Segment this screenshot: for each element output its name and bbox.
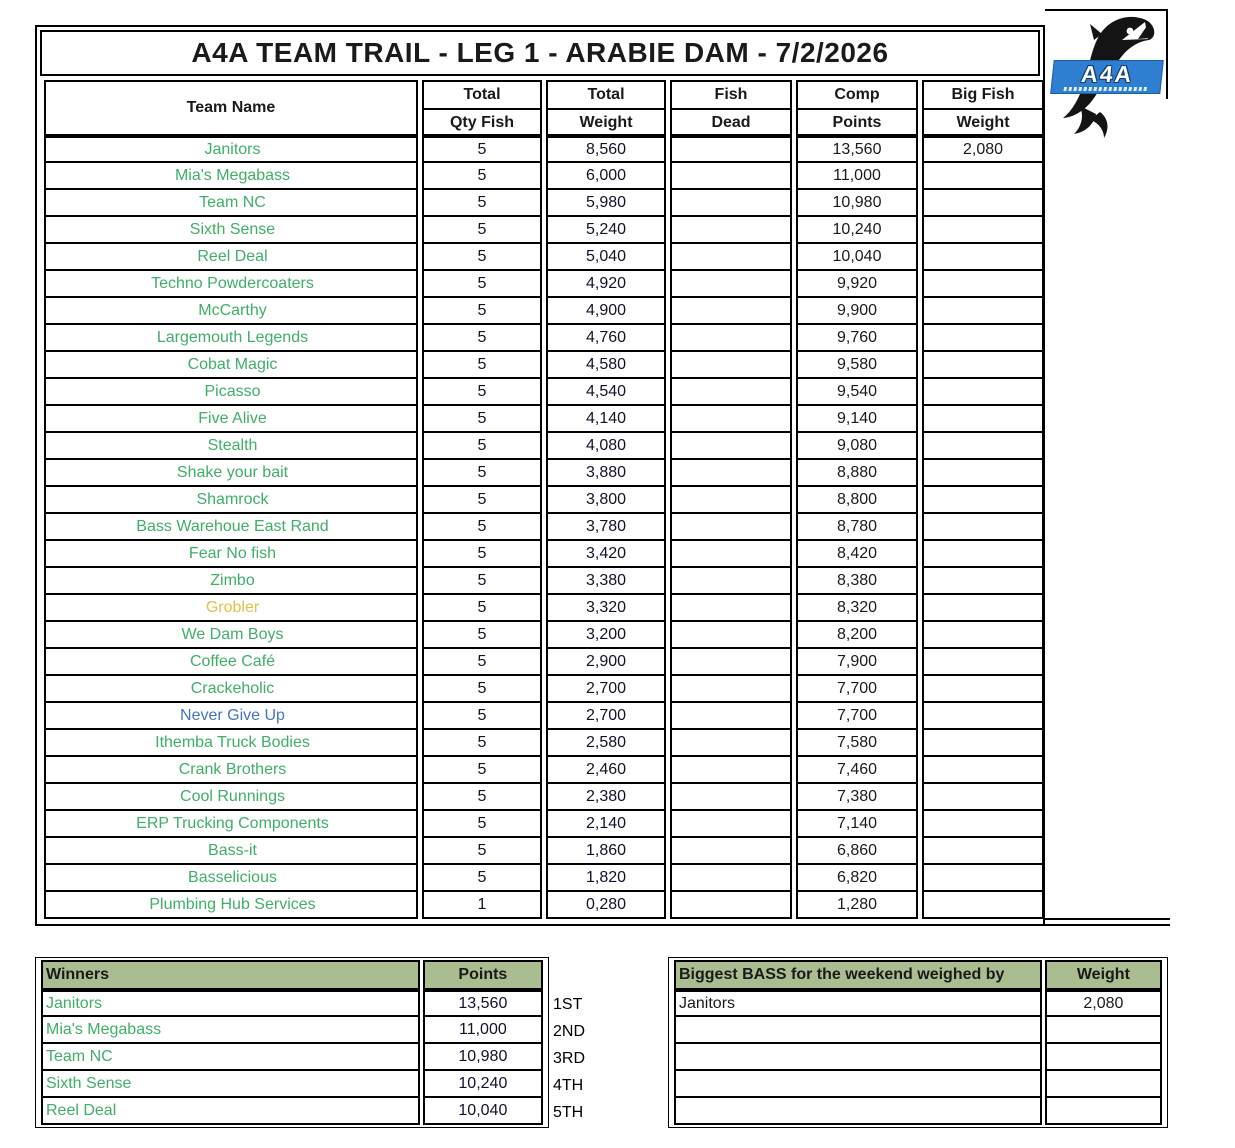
table-row <box>44 892 1044 919</box>
winner-row <box>41 1098 543 1125</box>
col-header-big-fish-weight: Big Fish Weight <box>922 80 1044 136</box>
total-weight-cell: 3,420 <box>546 541 666 568</box>
qty-fish-cell: 5 <box>422 784 542 811</box>
winner-row <box>41 1071 543 1098</box>
sheet-frame-bottom-line-outer <box>1043 924 1170 926</box>
table-row <box>44 676 1044 703</box>
team-name-cell: We Dam Boys <box>44 622 418 649</box>
table-row <box>44 514 1044 541</box>
fish-dead-cell <box>670 541 792 568</box>
big-fish-weight-cell <box>922 838 1044 865</box>
qty-fish-cell: 5 <box>422 865 542 892</box>
comp-points-cell: 10,240 <box>796 217 918 244</box>
biggest-bass-weight-cell <box>1045 1098 1162 1125</box>
qty-fish-cell: 5 <box>422 271 542 298</box>
qty-fish-cell: 5 <box>422 433 542 460</box>
team-name-cell: Coffee Café <box>44 649 418 676</box>
biggest-bass-header-row <box>674 960 1162 990</box>
table-row <box>44 703 1044 730</box>
fish-dead-cell <box>670 595 792 622</box>
comp-points-cell: 11,000 <box>796 163 918 190</box>
winner-rank-label: 2ND <box>553 1023 586 1040</box>
col-header-team-name: Team Name <box>44 80 418 136</box>
total-weight-cell: 5,040 <box>546 244 666 271</box>
table-row <box>44 487 1044 514</box>
biggest-bass-weight-cell: 2,080 <box>1045 990 1162 1017</box>
qty-fish-cell: 5 <box>422 136 542 163</box>
team-name-cell: Five Alive <box>44 406 418 433</box>
fish-dead-cell <box>670 649 792 676</box>
team-name-cell: Zimbo <box>44 568 418 595</box>
qty-fish-cell: 5 <box>422 649 542 676</box>
table-row <box>44 136 1044 163</box>
comp-points-cell: 7,700 <box>796 703 918 730</box>
comp-points-cell: 9,540 <box>796 379 918 406</box>
table-row <box>44 298 1044 325</box>
total-weight-cell: 3,380 <box>546 568 666 595</box>
qty-fish-cell: 5 <box>422 190 542 217</box>
a4a-club-logo <box>1050 14 1164 140</box>
biggest-bass-team-cell <box>674 1017 1042 1044</box>
winners-header: Winners <box>41 960 420 990</box>
fish-dead-cell <box>670 703 792 730</box>
biggest-bass-row <box>674 1071 1162 1098</box>
table-row <box>44 811 1044 838</box>
table-row <box>44 568 1044 595</box>
comp-points-cell: 9,080 <box>796 433 918 460</box>
biggest-bass-weight-cell <box>1045 1017 1162 1044</box>
fish-dead-cell <box>670 325 792 352</box>
fish-dead-cell <box>670 460 792 487</box>
total-weight-cell: 3,200 <box>546 622 666 649</box>
total-weight-cell: 4,760 <box>546 325 666 352</box>
fish-dead-cell <box>670 487 792 514</box>
comp-points-cell: 7,900 <box>796 649 918 676</box>
big-fish-weight-cell <box>922 271 1044 298</box>
total-weight-cell: 2,140 <box>546 811 666 838</box>
fish-dead-cell <box>670 757 792 784</box>
qty-fish-cell: 5 <box>422 568 542 595</box>
comp-points-cell: 9,140 <box>796 406 918 433</box>
comp-points-cell: 7,460 <box>796 757 918 784</box>
fish-dead-cell <box>670 784 792 811</box>
team-name-cell: Basselicious <box>44 865 418 892</box>
qty-fish-cell: 5 <box>422 460 542 487</box>
results-grid <box>40 80 1048 919</box>
team-name-cell: Crackeholic <box>44 676 418 703</box>
comp-points-cell: 8,800 <box>796 487 918 514</box>
big-fish-weight-cell <box>922 433 1044 460</box>
biggest-bass-row <box>674 1044 1162 1071</box>
table-row <box>44 325 1044 352</box>
table-row <box>44 271 1044 298</box>
comp-points-cell: 8,780 <box>796 514 918 541</box>
total-weight-cell: 3,780 <box>546 514 666 541</box>
table-row <box>44 595 1044 622</box>
big-fish-weight-cell <box>922 568 1044 595</box>
fish-dead-cell <box>670 163 792 190</box>
winner-row <box>41 1017 543 1044</box>
table-row <box>44 649 1044 676</box>
qty-fish-cell: 5 <box>422 541 542 568</box>
total-weight-cell: 3,880 <box>546 460 666 487</box>
team-name-cell: Cobat Magic <box>44 352 418 379</box>
biggest-bass-header: Biggest BASS for the weekend weighed by <box>674 960 1042 990</box>
fish-dead-cell <box>670 730 792 757</box>
winners-table <box>35 957 549 1128</box>
fish-dead-cell <box>670 622 792 649</box>
total-weight-cell: 2,700 <box>546 703 666 730</box>
winner-team-cell: Janitors <box>41 990 420 1017</box>
qty-fish-cell: 5 <box>422 730 542 757</box>
table-row <box>44 244 1044 271</box>
fish-dead-cell <box>670 244 792 271</box>
table-row <box>44 190 1044 217</box>
biggest-bass-row <box>674 1017 1162 1044</box>
col-header-comp-points: Comp Points <box>796 80 918 136</box>
total-weight-cell: 4,080 <box>546 433 666 460</box>
qty-fish-cell: 5 <box>422 757 542 784</box>
big-fish-weight-cell: 2,080 <box>922 136 1044 163</box>
sheet-frame-right-line <box>1166 9 1168 99</box>
table-row <box>44 784 1044 811</box>
table-row <box>44 622 1044 649</box>
winner-rank-label: 3RD <box>553 1050 586 1067</box>
total-weight-cell: 0,280 <box>546 892 666 919</box>
team-name-cell: Team NC <box>44 190 418 217</box>
winner-points-cell: 10,980 <box>423 1044 543 1071</box>
fish-dead-cell <box>670 298 792 325</box>
total-weight-cell: 5,980 <box>546 190 666 217</box>
big-fish-weight-cell <box>922 514 1044 541</box>
table-row <box>44 406 1044 433</box>
qty-fish-cell: 5 <box>422 163 542 190</box>
biggest-bass-row <box>674 1098 1162 1125</box>
team-name-cell: McCarthy <box>44 298 418 325</box>
qty-fish-cell: 5 <box>422 811 542 838</box>
fish-dead-cell <box>670 433 792 460</box>
fish-dead-cell <box>670 190 792 217</box>
winners-points-header: Points <box>423 960 543 990</box>
big-fish-weight-cell <box>922 811 1044 838</box>
team-name-cell: Stealth <box>44 433 418 460</box>
total-weight-cell: 4,580 <box>546 352 666 379</box>
winner-row <box>41 1044 543 1071</box>
table-row <box>44 379 1044 406</box>
winner-team-cell: Mia's Megabass <box>41 1017 420 1044</box>
total-weight-cell: 2,580 <box>546 730 666 757</box>
total-weight-cell: 2,380 <box>546 784 666 811</box>
winner-rank-labels <box>553 991 585 1126</box>
table-row <box>44 217 1044 244</box>
team-name-cell: Sixth Sense <box>44 217 418 244</box>
team-name-cell: Picasso <box>44 379 418 406</box>
team-name-cell: Plumbing Hub Services <box>44 892 418 919</box>
big-fish-weight-cell <box>922 406 1044 433</box>
qty-fish-cell: 5 <box>422 379 542 406</box>
big-fish-weight-cell <box>922 730 1044 757</box>
winner-points-cell: 13,560 <box>423 990 543 1017</box>
col-header-total-qty-fish: Total Qty Fish <box>422 80 542 136</box>
winner-points-cell: 10,240 <box>423 1071 543 1098</box>
comp-points-cell: 8,320 <box>796 595 918 622</box>
team-name-cell: Reel Deal <box>44 244 418 271</box>
big-fish-weight-cell <box>922 892 1044 919</box>
team-name-cell: Largemouth Legends <box>44 325 418 352</box>
total-weight-cell: 2,900 <box>546 649 666 676</box>
comp-points-cell: 9,580 <box>796 352 918 379</box>
team-name-cell: Janitors <box>44 136 418 163</box>
a4a-logo-text: A4A <box>1079 61 1135 87</box>
comp-points-cell: 10,980 <box>796 190 918 217</box>
total-weight-cell: 2,700 <box>546 676 666 703</box>
big-fish-weight-cell <box>922 298 1044 325</box>
comp-points-cell: 8,380 <box>796 568 918 595</box>
big-fish-weight-cell <box>922 352 1044 379</box>
header-row <box>44 80 1044 136</box>
winner-team-cell: Team NC <box>41 1044 420 1071</box>
big-fish-weight-cell <box>922 379 1044 406</box>
table-row <box>44 865 1044 892</box>
comp-points-cell: 6,820 <box>796 865 918 892</box>
team-name-cell: Techno Powdercoaters <box>44 271 418 298</box>
team-name-cell: Bass-it <box>44 838 418 865</box>
big-fish-weight-cell <box>922 325 1044 352</box>
big-fish-weight-cell <box>922 244 1044 271</box>
biggest-bass-weight-cell <box>1045 1071 1162 1098</box>
big-fish-weight-cell <box>922 784 1044 811</box>
table-row <box>44 541 1044 568</box>
team-name-cell: ERP Trucking Components <box>44 811 418 838</box>
total-weight-cell: 4,540 <box>546 379 666 406</box>
fish-dead-cell <box>670 271 792 298</box>
qty-fish-cell: 5 <box>422 325 542 352</box>
total-weight-cell: 1,860 <box>546 838 666 865</box>
qty-fish-cell: 5 <box>422 487 542 514</box>
table-row <box>44 352 1044 379</box>
table-row <box>44 838 1044 865</box>
table-row <box>44 757 1044 784</box>
comp-points-cell: 9,920 <box>796 271 918 298</box>
a4a-logo-banner <box>1050 60 1164 94</box>
winner-team-cell: Sixth Sense <box>41 1071 420 1098</box>
total-weight-cell: 4,140 <box>546 406 666 433</box>
fish-dead-cell <box>670 379 792 406</box>
total-weight-cell: 1,820 <box>546 865 666 892</box>
big-fish-weight-cell <box>922 217 1044 244</box>
qty-fish-cell: 5 <box>422 514 542 541</box>
comp-points-cell: 8,200 <box>796 622 918 649</box>
comp-points-cell: 13,560 <box>796 136 918 163</box>
main-results-table <box>35 25 1045 926</box>
total-weight-cell: 5,240 <box>546 217 666 244</box>
team-name-cell: Ithemba Truck Bodies <box>44 730 418 757</box>
comp-points-cell: 7,580 <box>796 730 918 757</box>
comp-points-cell: 8,880 <box>796 460 918 487</box>
winners-header-row <box>41 960 543 990</box>
fish-dead-cell <box>670 406 792 433</box>
comp-points-cell: 6,860 <box>796 838 918 865</box>
fish-dead-cell <box>670 217 792 244</box>
total-weight-cell: 8,560 <box>546 136 666 163</box>
team-name-cell: Never Give Up <box>44 703 418 730</box>
big-fish-weight-cell <box>922 595 1044 622</box>
biggest-bass-table <box>668 957 1168 1128</box>
biggest-bass-team-cell <box>674 1044 1042 1071</box>
qty-fish-cell: 5 <box>422 406 542 433</box>
winner-team-cell: Reel Deal <box>41 1098 420 1125</box>
total-weight-cell: 3,320 <box>546 595 666 622</box>
winner-points-cell: 11,000 <box>423 1017 543 1044</box>
table-row <box>44 433 1044 460</box>
big-fish-weight-cell <box>922 163 1044 190</box>
fish-dead-cell <box>670 892 792 919</box>
team-name-cell: Fear No fish <box>44 541 418 568</box>
fish-dead-cell <box>670 676 792 703</box>
team-name-cell: Crank Brothers <box>44 757 418 784</box>
comp-points-cell: 9,900 <box>796 298 918 325</box>
big-fish-weight-cell <box>922 622 1044 649</box>
big-fish-weight-cell <box>922 190 1044 217</box>
team-name-cell: Bass Warehoue East Rand <box>44 514 418 541</box>
big-fish-weight-cell <box>922 460 1044 487</box>
comp-points-cell: 8,420 <box>796 541 918 568</box>
comp-points-cell: 10,040 <box>796 244 918 271</box>
fish-dead-cell <box>670 568 792 595</box>
comp-points-cell: 9,760 <box>796 325 918 352</box>
qty-fish-cell: 5 <box>422 244 542 271</box>
team-name-cell: Shake your bait <box>44 460 418 487</box>
qty-fish-cell: 5 <box>422 352 542 379</box>
col-header-total-weight: Total Weight <box>546 80 666 136</box>
fish-dead-cell <box>670 838 792 865</box>
sheet-frame-top-line <box>1045 9 1168 11</box>
winner-rank-label: 4TH <box>553 1077 584 1094</box>
team-name-cell: Grobler <box>44 595 418 622</box>
biggest-bass-weight-header: Weight <box>1045 960 1162 990</box>
winner-points-cell: 10,040 <box>423 1098 543 1125</box>
big-fish-weight-cell <box>922 649 1044 676</box>
comp-points-cell: 7,140 <box>796 811 918 838</box>
col-header-fish-dead: Fish Dead <box>670 80 792 136</box>
biggest-bass-row <box>674 990 1162 1017</box>
biggest-bass-team-cell <box>674 1071 1042 1098</box>
total-weight-cell: 3,800 <box>546 487 666 514</box>
page-title: A4A TEAM TRAIL - LEG 1 - ARABIE DAM - 7/2/2026 <box>40 30 1040 76</box>
winner-rank-label: 5TH <box>553 1104 584 1121</box>
total-weight-cell: 6,000 <box>546 163 666 190</box>
table-row <box>44 730 1044 757</box>
big-fish-weight-cell <box>922 703 1044 730</box>
total-weight-cell: 4,900 <box>546 298 666 325</box>
fish-dead-cell <box>670 352 792 379</box>
comp-points-cell: 7,380 <box>796 784 918 811</box>
total-weight-cell: 2,460 <box>546 757 666 784</box>
qty-fish-cell: 5 <box>422 217 542 244</box>
big-fish-weight-cell <box>922 757 1044 784</box>
qty-fish-cell: 5 <box>422 595 542 622</box>
sheet-frame-bottom-line-inner <box>1043 918 1170 920</box>
table-row <box>44 460 1044 487</box>
comp-points-cell: 1,280 <box>796 892 918 919</box>
team-name-cell: Shamrock <box>44 487 418 514</box>
big-fish-weight-cell <box>922 541 1044 568</box>
comp-points-cell: 7,700 <box>796 676 918 703</box>
qty-fish-cell: 5 <box>422 703 542 730</box>
big-fish-weight-cell <box>922 865 1044 892</box>
winner-row <box>41 990 543 1017</box>
team-name-cell: Mia's Megabass <box>44 163 418 190</box>
team-name-cell: Cool Runnings <box>44 784 418 811</box>
biggest-bass-team-cell: Janitors <box>674 990 1042 1017</box>
biggest-bass-weight-cell <box>1045 1044 1162 1071</box>
total-weight-cell: 4,920 <box>546 271 666 298</box>
fish-dead-cell <box>670 865 792 892</box>
fish-dead-cell <box>670 136 792 163</box>
qty-fish-cell: 5 <box>422 622 542 649</box>
biggest-bass-team-cell <box>674 1098 1042 1125</box>
qty-fish-cell: 5 <box>422 298 542 325</box>
big-fish-weight-cell <box>922 676 1044 703</box>
qty-fish-cell: 5 <box>422 838 542 865</box>
qty-fish-cell: 1 <box>422 892 542 919</box>
qty-fish-cell: 5 <box>422 676 542 703</box>
fish-dead-cell <box>670 811 792 838</box>
big-fish-weight-cell <box>922 487 1044 514</box>
table-row <box>44 163 1044 190</box>
winner-rank-label: 1ST <box>553 996 583 1013</box>
fish-dead-cell <box>670 514 792 541</box>
a4a-logo-subline <box>1064 87 1148 91</box>
